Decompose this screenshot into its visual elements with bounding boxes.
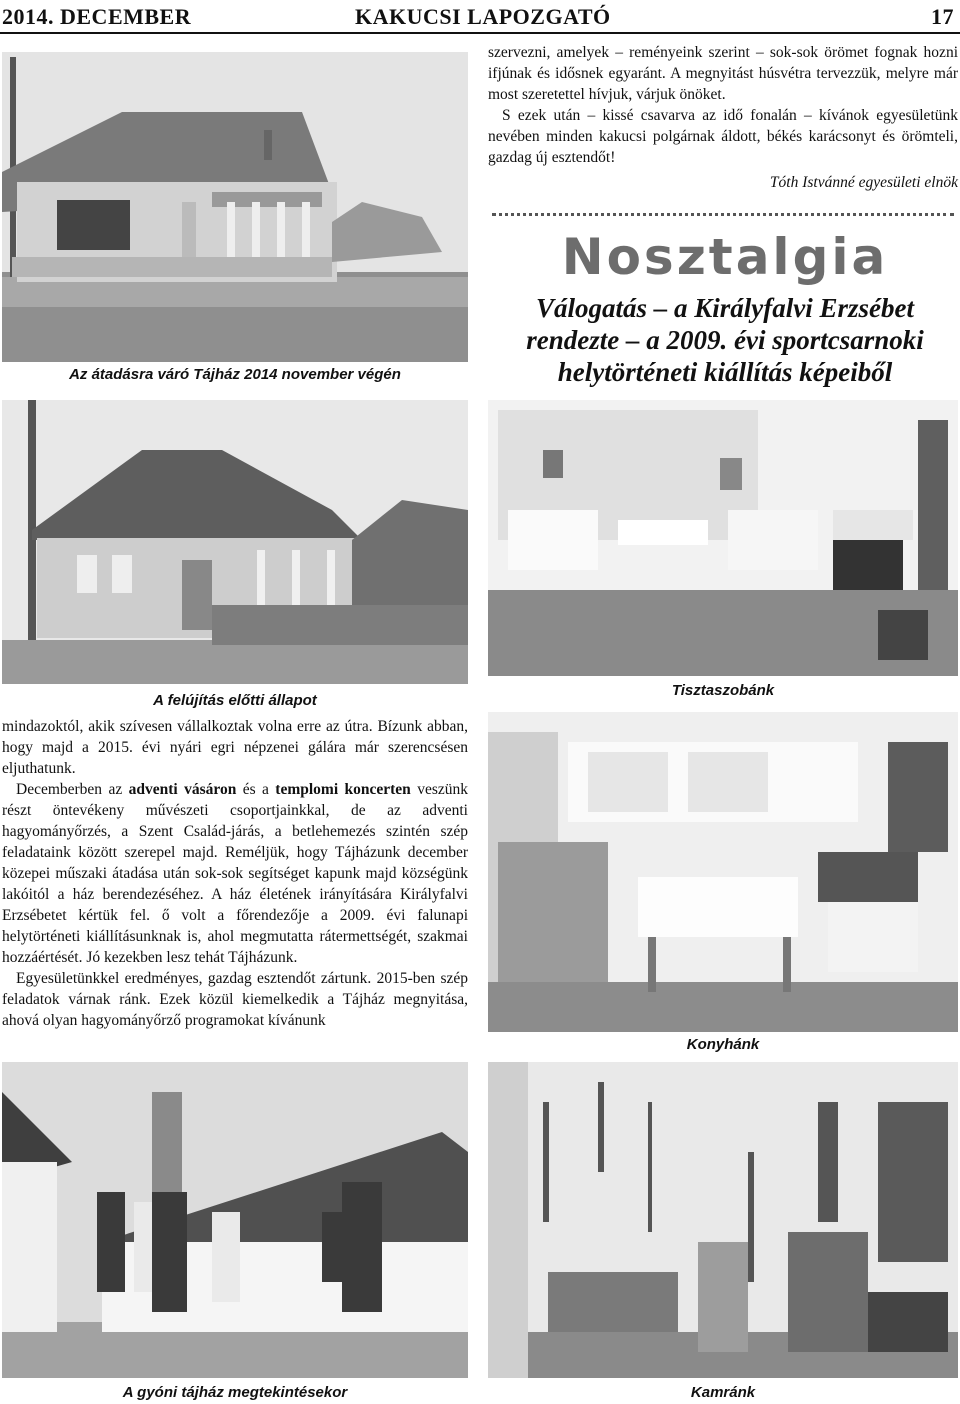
- photo-before-renovation: [2, 400, 468, 684]
- header-rule: [0, 32, 960, 34]
- caption-felujitas-elott: A felújítás előtti állapot: [153, 692, 317, 709]
- photo-renovated-tajhaz: [2, 52, 468, 362]
- page-number: 17: [931, 4, 954, 29]
- paragraph: S ezek után – kissé csavarva az idő fonalán – kívánok egyesületünk nevében minden kakucsi polgárnak áldott, békés karácsonyt és örömteli, gazdag új esztendőt!: [488, 107, 958, 166]
- section-divider: [492, 213, 954, 216]
- caption-konyhank: Konyhánk: [686, 1036, 760, 1053]
- section-subtitle: Válogatás – a Királyfalvi Erzsébet rendezte – a 2009. évi sportcsarnoki helytörténeti kiállítás képeiből: [526, 293, 924, 387]
- photo-kamra: [488, 1062, 958, 1378]
- caption-tajhaz-atadas: Az átadásra váró Tájház 2014 november végén: [69, 366, 401, 383]
- page-header: [0, 0, 960, 34]
- paragraph: Decemberben az adventi vásáron és a templomi koncerten veszünk részt öntevékeny művészeti csoportjainkkal, de az adventi hagyományőrzés, a Szent Család-járás, a betlehemezés szintén szép feladataink között szerepel majd. Reméljük, hogy Tájházunk december közepei műszaki átadása után sok-sok segítséget kapunk majd községünk lakóitól a ház berendezéséhez. A ház életének irányítására Királyfalvi Erzsébetet kértük fel. ő volt a főrendezője a 2009. évi falunapi helytörténeti kiállításunknak is, ahol megmutatta rátermettségét, szakmai hozzáértését. Jó kezekben lesz tehát Tájházunk.: [2, 781, 468, 966]
- issue-date: 2014. DECEMBER: [2, 4, 192, 29]
- paragraph: Egyesületünkkel eredményes, gazdag esztendőt zártunk. 2015-ben szép feladatok várnak ránk. Ezek közül kiemelkedik a Tájház megnyitása, ahová olyan hagyományőrző programokat kívánunk: [2, 970, 468, 1029]
- bold-phrase: templomi koncerten: [275, 781, 411, 798]
- photo-konyha: [488, 712, 958, 1032]
- paragraph: mindazoktól, akik szívesen vállalkoztak volna erre az útra. Bízunk abban, hogy majd a 2015. évi nyári egri népzenei gálára már szerencsésen eljuthatunk.: [2, 718, 468, 777]
- section-title: Nosztalgia: [561, 228, 889, 286]
- article-text-top-right: [488, 42, 958, 168]
- publication-title: KAKUCSI LAPOZGATÓ: [355, 4, 611, 29]
- caption-tisztaszobank: Tisztaszobánk: [671, 682, 775, 699]
- photo-gyoni-tajhaz: [2, 1062, 468, 1378]
- signature: Tóth Istvánné egyesületi elnök: [769, 174, 958, 191]
- bold-phrase: adventi vásáron: [128, 781, 237, 798]
- caption-kamrank: Kamránk: [690, 1384, 756, 1401]
- photo-tisztaszoba: [488, 400, 958, 676]
- paragraph: szervezni, amelyek – reményeink szerint – sok-sok örömet fognak hozni ifjúnak és idősnek egyaránt. A megnyitást húsvétra tervezzük, melyre már most szeretettel hívjuk, várjuk önöket.: [488, 44, 958, 103]
- article-text-left: [2, 716, 468, 1031]
- caption-gyoni-tajhaz: A gyóni tájház megtekintésekor: [122, 1384, 348, 1401]
